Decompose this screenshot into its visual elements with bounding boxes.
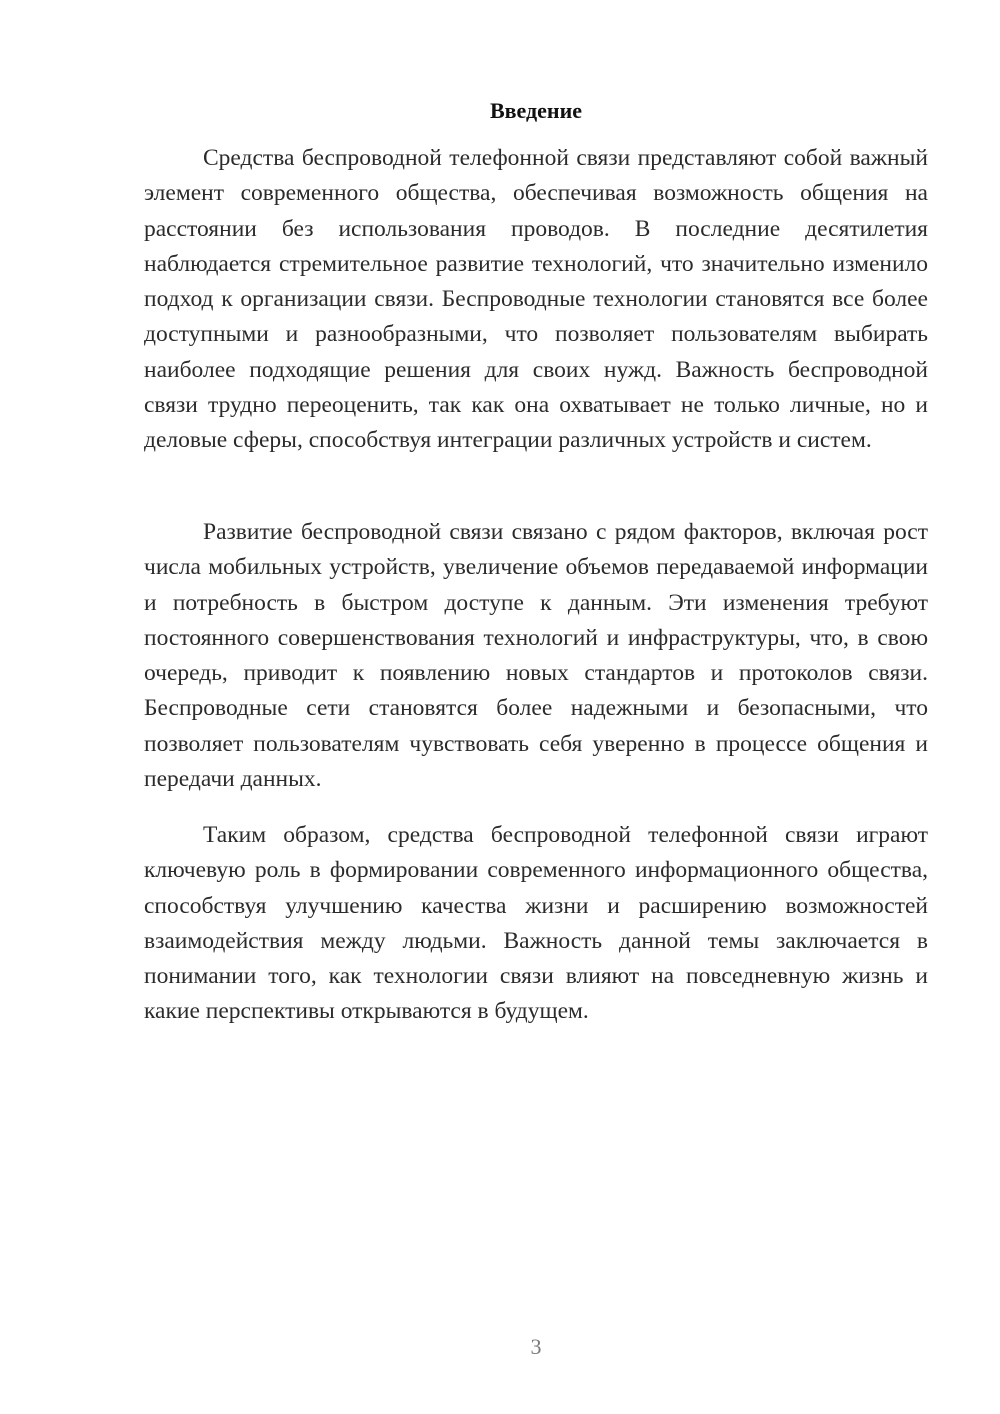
paragraph-2: Развитие беспроводной связи связано с рядом факторов, включая рост числа мобильных устройств, увеличение объемов передаваемой информации и потребность в быстром доступе к данным. Эти изменения требуют постоянного совершенствования технологий и инфраструктуры, что, в свою очередь, приводит к появлению новых стандартов и протоколов связи. Беспроводные сети становятся более надежными и безопасными, что позволяет пользователям чувствовать себя уверенно в процессе общения и передачи данных. xyxy=(144,519,928,793)
paragraph-1: Средства беспроводной телефонной связи представляют собой важный элемент современного общества, обеспечивая возможность общения на расстоянии без использования проводов. В последние десятилетия наблюдается стремительное развитие технологий, что значительно изменило подход к организации связи. Беспроводные технологии становятся все более доступными и разнообразными, что позволяет пользователям выбирать наиболее подходящие решения для своих нужд. Важность беспроводной связи трудно переоценить, так как она охватывает не только личные, но и деловые сферы, способствуя интеграции различных устройств и систем. xyxy=(144,145,928,454)
page-number: 3 xyxy=(530,1334,542,1359)
section-heading: Введение xyxy=(489,98,583,123)
paragraph-3: Таким образом, средства беспроводной телефонной связи играют ключевую роль в формировании современного информационного общества, способствуя улучшению качества жизни и расширению возможностей взаимодействия между людьми. Важность данной темы заключается в понимании того, как технологии связи влияют на повседневную жизнь и какие перспективы открываются в будущем. xyxy=(144,822,928,1025)
